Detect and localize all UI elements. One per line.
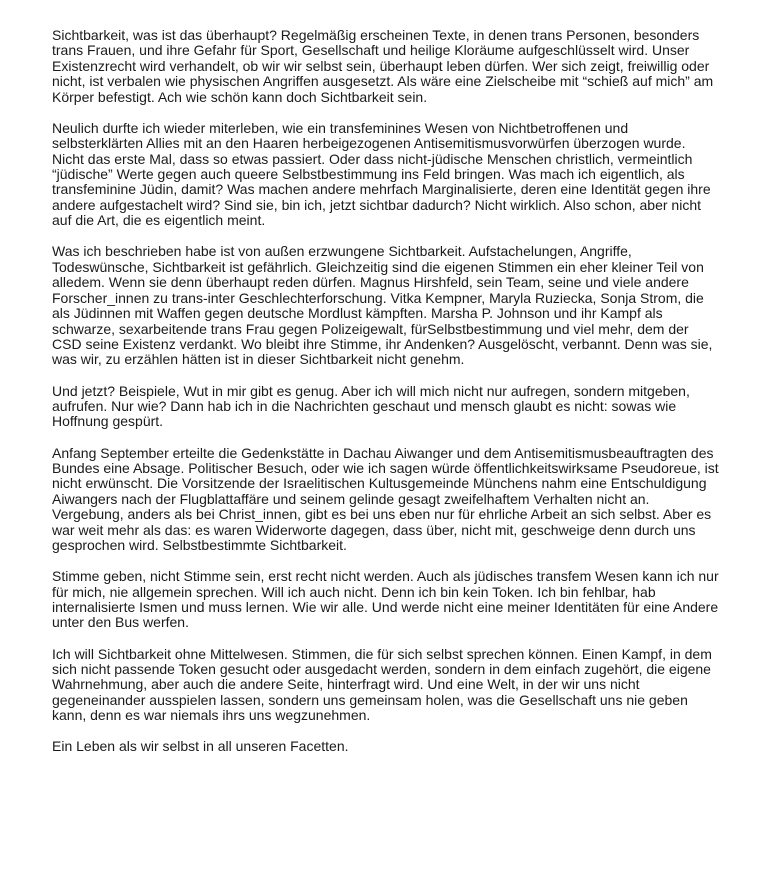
article-body xyxy=(52,28,720,771)
paragraph-2: Neulich durfte ich wieder miterleben, wie ein transfeminines Wesen von Nichtbetroffenen und selbsterklärten Allies mit an den Haaren herbeigezogenen Antisemitismusvorwürfen überzogen wurde. Nicht das erste Mal, dass so etwas passiert. Oder dass nicht-jüdische Menschen christlich, vermeintlich “jüdische” Werte gegen auch queere Selbstbestimmung ins Feld bringen. Was mach ich eigentlich, als transfeminine Jüdin, damit? Was machen andere mehrfach Marginalisierte, deren eine Identität gegen ihre andere aufgestachelt wird? Sind sie, bin ich, jetzt sichtbar dadurch? Nicht wirklich. Also schon, aber nicht auf die Art, die es eigentlich meint. xyxy=(52,119,711,229)
paragraph-5: Anfang September erteilte die Gedenkstätte in Dachau Aiwanger und dem Antisemitismusbeauftragten des Bundes eine Absage. Politischer Besuch, oder wie ich sagen würde öffentlichkeitswirksame Pseudoreue, ist nicht erwünscht. Die Vorsitzende der Israelitischen Kultusgemeinde Münchens nahm eine Entschuldigung Aiwangers nach der Flugblattaffäre und seinem gelinde gesagt zweifelhaftem Verhalten nicht an. Vergebung, anders als bei Christ_innen, gibt es bei uns eben nur für ehrliche Arbeit an sich selbst. Aber es war weit mehr als das: es waren Widerworte dagegen, dass über, nicht mit, geschweige denn durch uns gesprochen wird. Selbstbestimmte Sichtbarkeit. xyxy=(52,444,719,553)
paragraph-6: Stimme geben, nicht Stimme sein, erst recht nicht werden. Auch als jüdisches transfem Wesen kann ich nur für mich, nie allgemein sprechen. Will ich auch nicht. Denn ich bin kein Token. Ich bin fehlbar, hab internalisierte Ismen und muss lernen. Wie wir alle. Und werde nicht eine meiner Identitäten für eine Andere unter den Bus werfen. xyxy=(52,568,719,631)
paragraph-8: Ein Leben als wir selbst in all unseren Facetten. xyxy=(52,738,349,755)
paragraph-7: Ich will Sichtbarkeit ohne Mittelwesen. Stimmen, die für sich selbst sprechen können. Einen Kampf, in dem sich nicht passende Token gesucht oder ausgedacht werden, sondern in dem einfach zugehört, die eigene Wahrnehmung, aber auch die andere Seite, hinterfragt wird. Und eine Welt, in der wir uns nicht gegeneinander ausspielen lassen, sondern uns gemeinsam holen, was die Gesellschaft uns nie geben kann, denn es war niemals ihrs uns wegzunehmen. xyxy=(52,645,712,724)
paragraph-3: Was ich beschrieben habe ist von außen erzwungene Sichtbarkeit. Aufstachelungen, Angriffe, Todeswünsche, Sichtbarkeit ist gefährlich. Gleichzeitig sind die eigenen Stimmen ein eher kleiner Teil von alledem. Wenn sie denn überhaupt reden dürfen. Magnus Hirshfeld, sein Team, seine und viele andere Forscher_innen zu trans-inter Geschlechterforschung. Vitka Kempner, Maryla Ruziecka, Sonja Strom, die als Jüdinnen mit Waffen gegen deutsche Mordlust kämpften. Marsha P. Johnson und ihr Kampf als schwarze, sexarbeitende trans Frau gegen Polizeigewalt, fürSelbstbestimmung und viel mehr, dem der CSD seine Existenz verdankt. Wo bleibt ihre Stimme, ihr Andenken? Ausgelöscht, verbannt. Denn was sie, was wir, zu erzählen hätten ist in dieser Sichtbarkeit nicht genehm. xyxy=(52,243,713,368)
paragraph-4: Und jetzt? Beispiele, Wut in mir gibt es genug. Aber ich will mich nicht nur aufregen, sondern mitgeben, aufrufen. Nur wie? Dann hab ich in die Nachrichten geschaut und mensch glaubt es nicht: sowas wie Hoffnung gespürt. xyxy=(52,382,690,430)
paragraph-1: Sichtbarkeit, was ist das überhaupt? Regelmäßig erscheinen Texte, in denen trans Personen, besonders trans Frauen, und ihre Gefahr für Sport, Gesellschaft und heilige Kloräume aufgeschlüsselt wird. Unser Existenzrecht wird verhandelt, ob wir wir selbst sein, überhaupt leben dürfen. Wer sich zeigt, freiwillig oder nicht, ist verbalen wie physischen Angriffen ausgesetzt. Als wäre eine Zielscheibe mit “schieß auf mich” am Körper befestigt. Ach wie schön kann doch Sichtbarkeit sein. xyxy=(52,27,714,105)
